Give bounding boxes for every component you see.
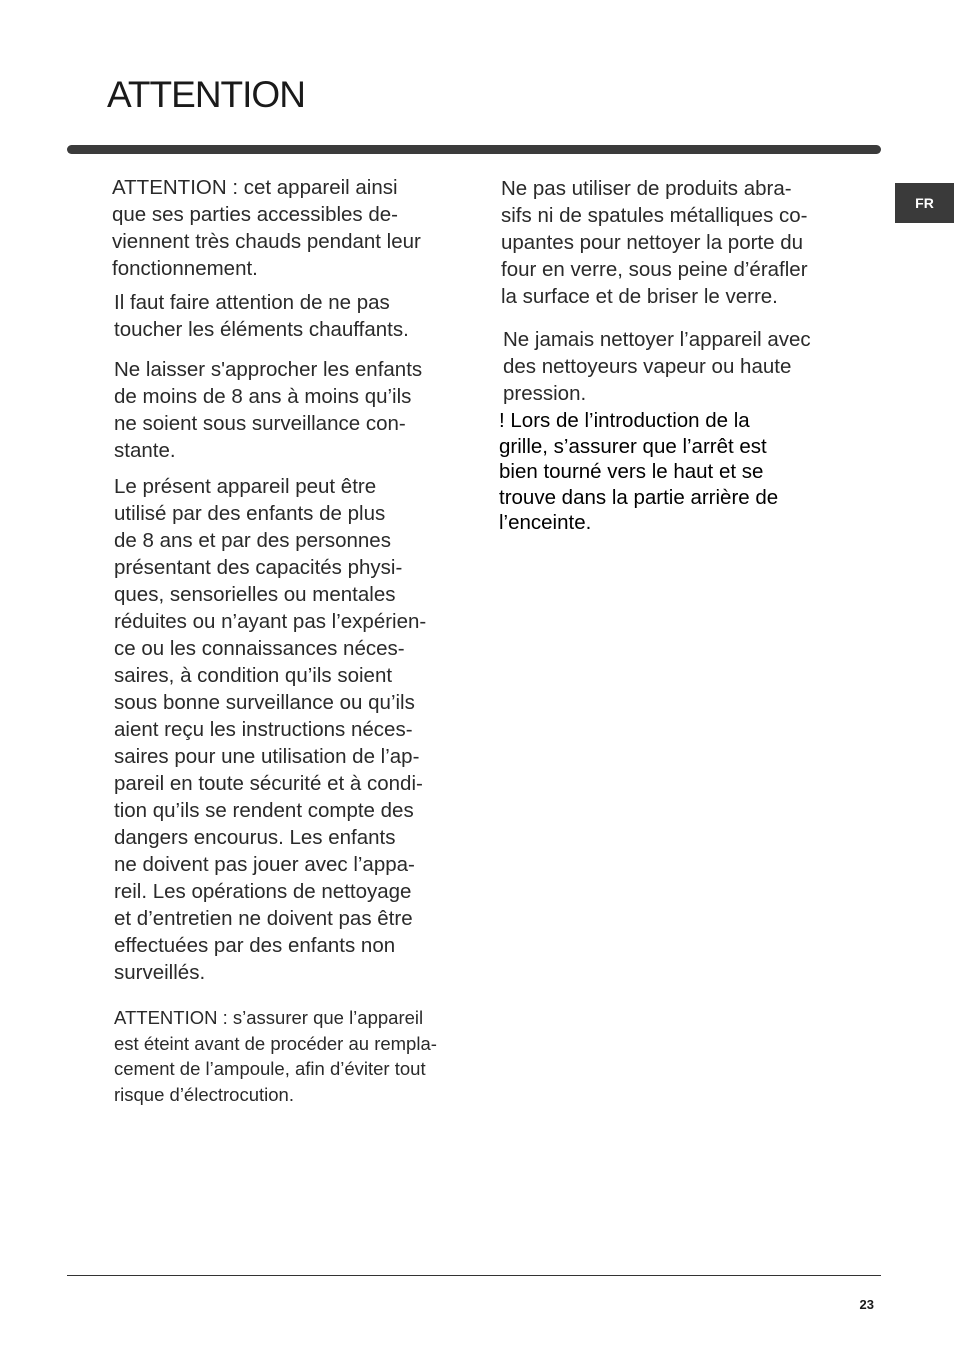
heating-elements-note: Il faut faire attention de ne pas toucher les éléments chauffants. [114, 291, 409, 341]
page-number: 23 [859, 1297, 874, 1312]
page-title: ATTENTION [107, 74, 305, 115]
appliance-usage-note: Le présent appareil peut être utilisé par des enfants de plus de 8 ans et par des personnes présentant des capacités physi- ques, sensorielles ou mentales réduites ou n’ayant pas l’expérien- ce ou les connaissances néces- saires, à condition qu’ils soient sous bonne surveillance ou qu’ils aient reçu les instructions néces- saires pour une utilisation de l’ap- pareil en toute sécurité et à condi- tion qu’ils se rendent compte des dangers encourus. Les enfants ne doivent pas jouer avec l’appa- reil. Les opérations de nettoyage et d’entretien ne doivent pas être effectuées par des enfants non surveillés. [114, 475, 427, 984]
steam-cleaner-note: Ne jamais nettoyer l’appareil avec des nettoyeurs vapeur ou haute pression. [503, 328, 811, 405]
footer-divider [67, 1275, 881, 1276]
warning-hot-parts: ATTENTION : cet appareil ainsi que ses parties accessibles de- viennent très chauds pendant leur fonctionnement. [112, 176, 421, 280]
grill-insertion-note: ! Lors de l’introduction de la grille, s’assurer que l’arrêt est bien tourné vers le haut et se trouve dans la partie arrière de l’enceinte. [499, 409, 779, 534]
language-tab: FR [895, 183, 954, 223]
glass-door-cleaning-note: Ne pas utiliser de produits abra- sifs ni de spatules métalliques co- upantes pour nettoyer la porte du four en verre, sous peine d’érafler la surface et de briser le verre. [501, 177, 808, 308]
title-divider [67, 145, 881, 154]
bulb-replacement-warning: ATTENTION : s’assurer que l’appareil est éteint avant de procéder au rempla- cement de l’ampoule, afin d’éviter tout risque d’électrocution. [114, 1007, 437, 1105]
children-supervision-note: Ne laisser s'approcher les enfants de moins de 8 ans à moins qu’ils ne soient sous surveillance con- stante. [114, 358, 423, 462]
